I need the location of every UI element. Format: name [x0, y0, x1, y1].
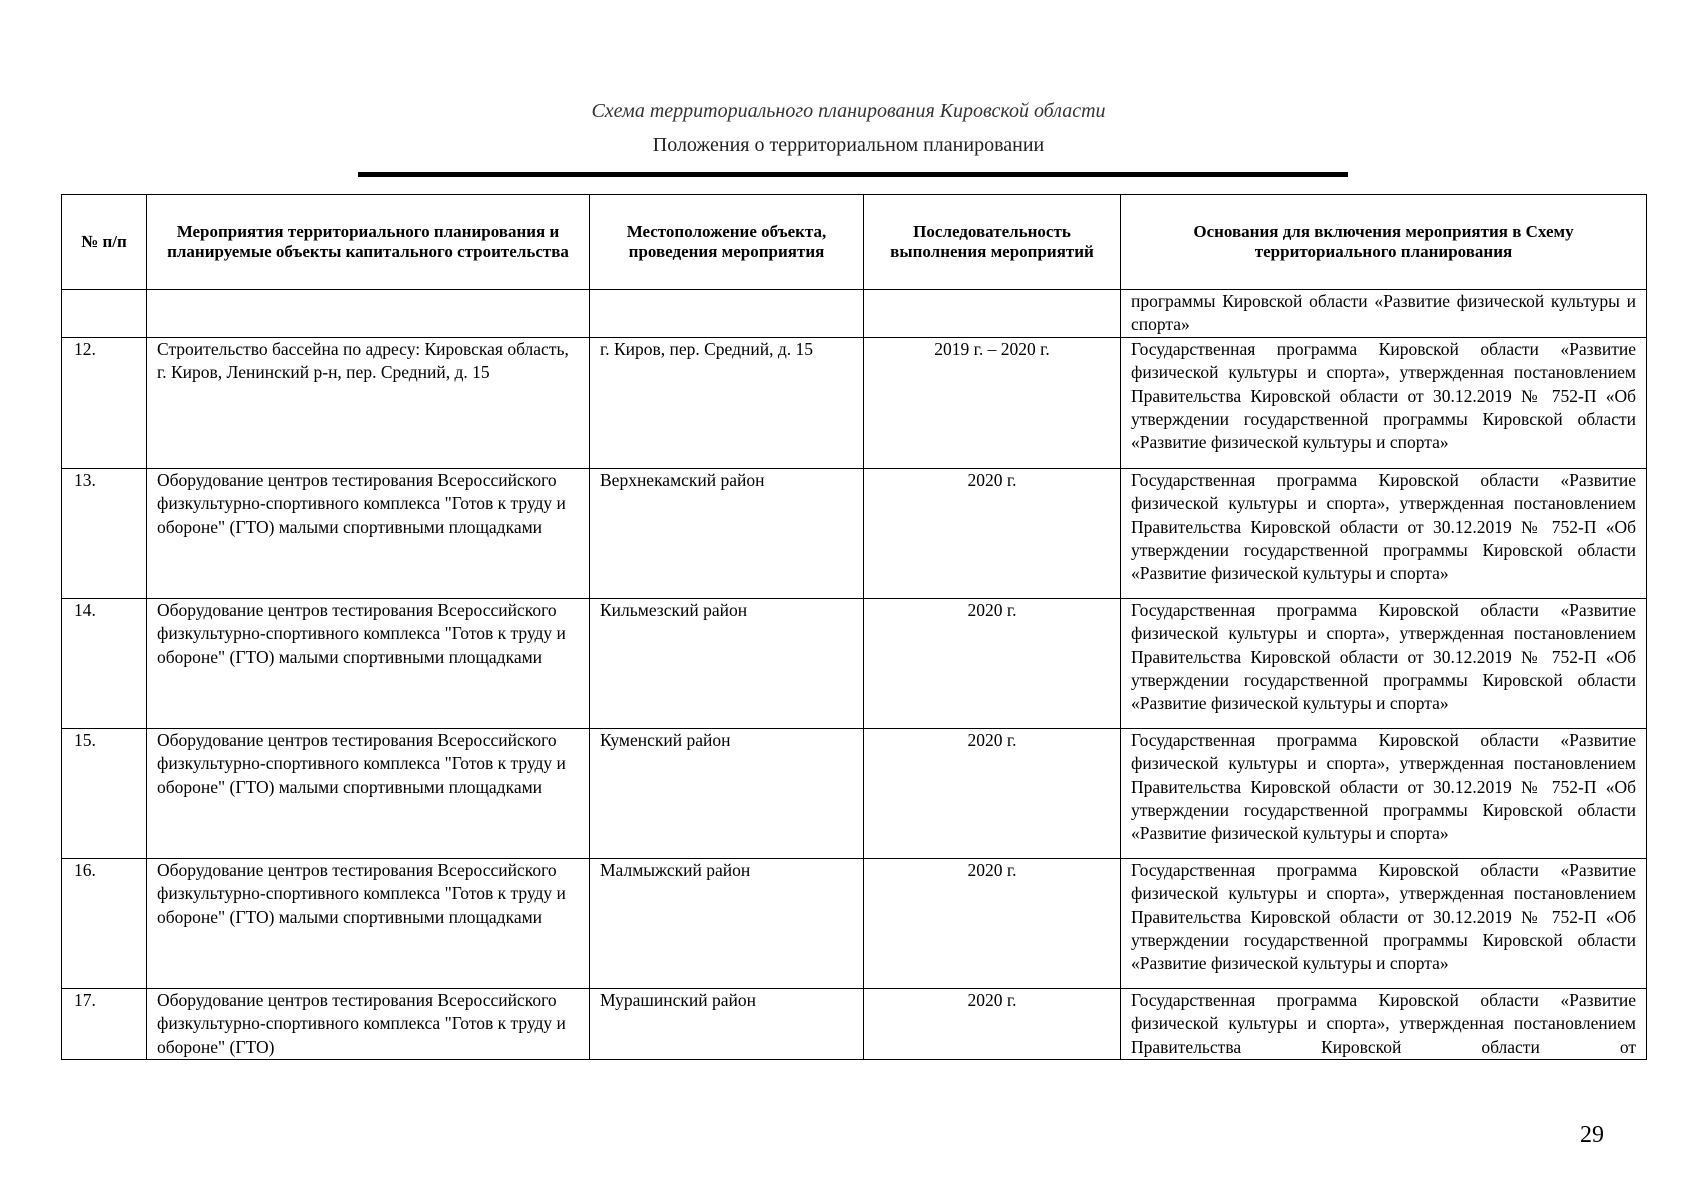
cell-sequence: 2020 г.: [864, 598, 1121, 728]
col-header-number: № п/п: [62, 195, 147, 290]
cell-basis: [1121, 728, 1647, 858]
cell-event: Оборудование центров тестирования Всероссийского физкультурно-спортивного комплекса "Готов к труду и обороне" (ГТО) малыми спортивными площадками: [147, 598, 590, 728]
cell-basis-text: Государственная программа Кировской области «Развитие физической культуры и спорта», утвержденная постановлением Правительства Кировской области от: [1131, 989, 1636, 1057]
cell-basis: [1121, 468, 1647, 598]
table-row: [62, 598, 1647, 728]
table-row: [62, 858, 1647, 988]
col-header-sequence: Последовательность выполнения мероприятий: [864, 195, 1121, 290]
table-header: [62, 195, 1647, 290]
cell-location: Кильмезский район: [590, 598, 864, 728]
cell-sequence: 2020 г.: [864, 858, 1121, 988]
cell-basis-text: Государственная программа Кировской области «Развитие физической культуры и спорта», утвержденная постановлением Правительства Кировской области от 30.12.2019 № 752-П «Об утверждении государственной программы Кировской области «Развитие физической культуры и спорта»: [1131, 859, 1636, 974]
cell-event: Строительство бассейна по адресу: Кировская область, г. Киров, Ленинский р-н, пер. Средний, д. 15: [147, 337, 590, 468]
cell-location: Верхнекамский район: [590, 468, 864, 598]
cell-number: 15.: [62, 728, 147, 858]
cell-number: 16.: [62, 858, 147, 988]
cell-basis-text: Государственная программа Кировской области «Развитие физической культуры и спорта», утвержденная постановлением Правительства Кировской области от 30.12.2019 № 752-П «Об утверждении государственной программы Кировской области «Развитие физической культуры и спорта»: [1131, 469, 1636, 584]
cell-event: Оборудование центров тестирования Всероссийского физкультурно-спортивного комплекса "Готов к труду и обороне" (ГТО) малыми спортивными площадками: [147, 468, 590, 598]
cell-basis-text: Государственная программа Кировской области «Развитие физической культуры и спорта», утвержденная постановлением Правительства Кировской области от 30.12.2019 № 752-П «Об утверждении государственной программы Кировской области «Развитие физической культуры и спорта»: [1131, 729, 1636, 844]
cell-basis: [1121, 598, 1647, 728]
page-number: 29: [1580, 1122, 1604, 1148]
cell-basis-text: Государственная программа Кировской области «Развитие физической культуры и спорта», утвержденная постановлением Правительства Кировской области от 30.12.2019 № 752-П «Об утверждении государственной программы Кировской области «Развитие физической культуры и спорта»: [1131, 599, 1636, 714]
cell-location: Куменский район: [590, 728, 864, 858]
table-row-continuation: [62, 290, 1647, 338]
col-header-location: Местоположение объекта, проведения мероприятия: [590, 195, 864, 290]
cell-sequence: 2020 г.: [864, 468, 1121, 598]
header-row: [62, 195, 1647, 290]
document-title: Схема территориального планирования Кировской области: [591, 100, 1106, 122]
cell-event: Оборудование центров тестирования Всероссийского физкультурно-спортивного комплекса "Готов к труду и обороне" (ГТО): [147, 988, 590, 1059]
cell-number: [62, 290, 147, 338]
document-subtitle: Положения о территориальном планировании: [652, 134, 1045, 156]
cell-basis-text: программы Кировской области «Развитие физической культуры и спорта»: [1131, 291, 1636, 335]
col-header-basis: Основания для включения мероприятия в Схему территориального планирования: [1121, 195, 1647, 290]
cell-basis: [1121, 858, 1647, 988]
col-header-event: Мероприятия территориального планирования и планируемые объекты капитального строительства: [147, 195, 590, 290]
table-row: [62, 468, 1647, 598]
cell-location: Мурашинский район: [590, 988, 864, 1059]
cell-location: [590, 290, 864, 338]
cell-sequence: 2020 г.: [864, 988, 1121, 1059]
table-body: [62, 290, 1647, 1060]
cell-event: Оборудование центров тестирования Всероссийского физкультурно-спортивного комплекса "Готов к труду и обороне" (ГТО) малыми спортивными площадками: [147, 858, 590, 988]
cell-number: 17.: [62, 988, 147, 1059]
cell-event: Оборудование центров тестирования Всероссийского физкультурно-спортивного комплекса "Готов к труду и обороне" (ГТО) малыми спортивными площадками: [147, 728, 590, 858]
planning-table: [61, 194, 1647, 1060]
table-row: [62, 728, 1647, 858]
cell-location: г. Киров, пер. Средний, д. 15: [590, 337, 864, 468]
cell-sequence: 2019 г. – 2020 г.: [864, 337, 1121, 468]
header-divider: [358, 172, 1348, 177]
cell-event: [147, 290, 590, 338]
cell-number: 12.: [62, 337, 147, 468]
cell-sequence: 2020 г.: [864, 728, 1121, 858]
cell-location: Малмыжский район: [590, 858, 864, 988]
cell-basis: [1121, 988, 1647, 1059]
cell-basis-text: Государственная программа Кировской области «Развитие физической культуры и спорта», утвержденная постановлением Правительства Кировской области от 30.12.2019 № 752-П «Об утверждении государственной программы Кировской области «Развитие физической культуры и спорта»: [1131, 338, 1636, 453]
cell-basis: [1121, 337, 1647, 468]
cell-number: 13.: [62, 468, 147, 598]
table-row: [62, 988, 1647, 1059]
table-row: [62, 337, 1647, 468]
cell-basis: [1121, 290, 1647, 338]
cell-sequence: [864, 290, 1121, 338]
cell-number: 14.: [62, 598, 147, 728]
